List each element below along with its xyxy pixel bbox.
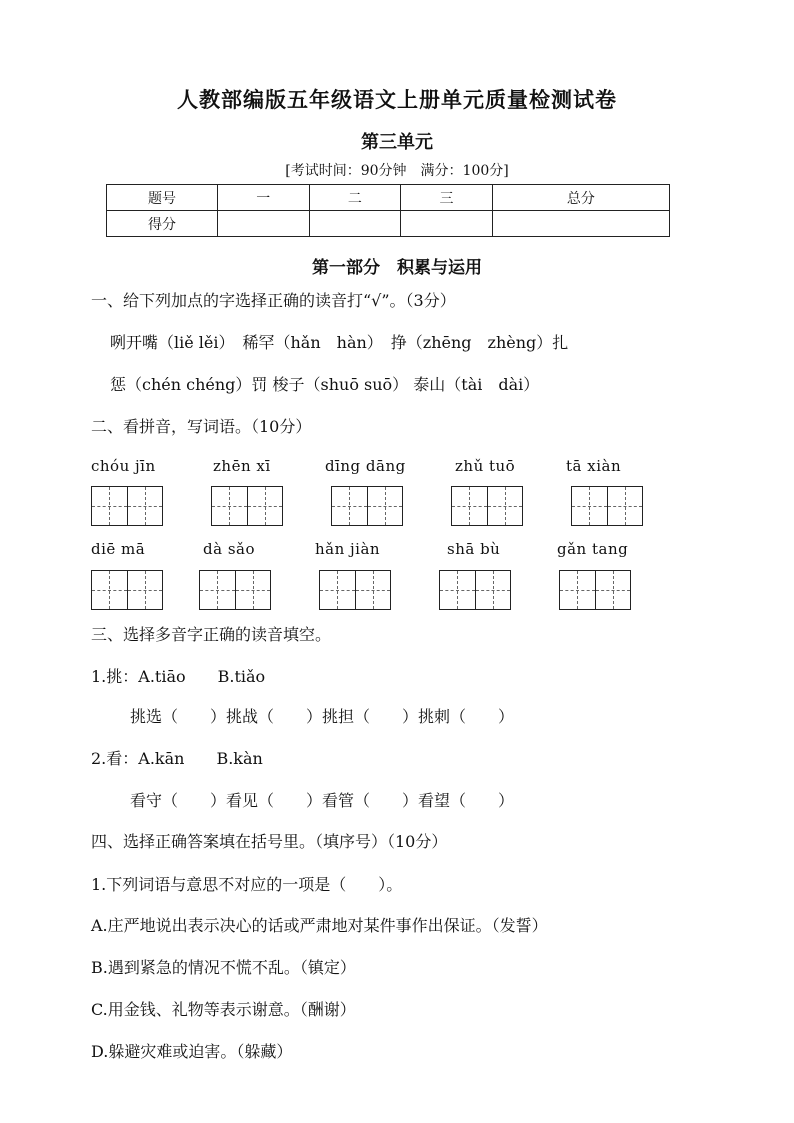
q1-line1: 咧开嘴（liě lěi） 稀罕（hǎn hàn） 挣（zhēng zhèng）扎 (110, 333, 569, 352)
q4-option-b: B.遇到紧急的情况不慌不乱。（镇定） (91, 958, 356, 977)
score-cell[interactable] (401, 211, 493, 237)
writing-grid[interactable] (91, 570, 163, 610)
score-cell[interactable] (309, 211, 401, 237)
q4-option-a: A.庄严地说出表示决心的话或严肃地对某件事作出保证。（发誓） (91, 916, 548, 935)
q3-item2-fill[interactable]: 看守（ ）看见（ ）看管（ ）看望（ ） (130, 791, 515, 810)
score-table (106, 184, 670, 237)
pinyin-label: gǎn tang (557, 540, 629, 558)
q4-option-d: D.躲避灾难或迫害。（躲藏） (91, 1042, 293, 1061)
score-header-cell: 总分 (492, 185, 669, 211)
pinyin-label: dà sǎo (203, 540, 255, 558)
score-cell[interactable] (492, 211, 669, 237)
pinyin-label: dīng dāng (325, 457, 406, 475)
writing-grid[interactable] (559, 570, 631, 610)
pinyin-label: zhǔ tuō (455, 457, 516, 475)
pinyin-label: chóu jīn (91, 457, 156, 475)
pinyin-label: tā xiàn (566, 457, 622, 475)
writing-grid[interactable] (319, 570, 391, 610)
pinyin-label: hǎn jiàn (315, 540, 381, 558)
writing-grid[interactable] (571, 486, 643, 526)
q1-line2: 惩（chén chéng）罚 梭子（shuō suō） 泰山（tài dài） (110, 375, 540, 394)
q2-title: 二、看拼音，写词语。（10分） (91, 417, 312, 436)
q3-item2: 2.看：A.kān B.kàn (91, 749, 263, 768)
writing-grid[interactable] (211, 486, 283, 526)
score-cell[interactable] (218, 211, 310, 237)
q4-option-c: C.用金钱、礼物等表示谢意。（酬谢） (91, 1000, 356, 1019)
q3-title: 三、选择多音字正确的读音填空。 (91, 625, 332, 644)
writing-grid[interactable] (439, 570, 511, 610)
unit-subtitle: 第三单元 (361, 132, 433, 153)
pinyin-label: shā bù (447, 540, 501, 558)
q3-item1-fill[interactable]: 挑选（ ）挑战（ ）挑担（ ）挑刺（ ） (130, 707, 515, 726)
page-title: 人教部编版五年级语文上册单元质量检测试卷 (177, 87, 617, 112)
writing-grid[interactable] (331, 486, 403, 526)
writing-grid[interactable] (451, 486, 523, 526)
score-label-cell: 得分 (107, 211, 218, 237)
score-header-cell: 一 (218, 185, 310, 211)
pinyin-label: diē mā (91, 540, 146, 558)
score-header-cell: 三 (401, 185, 493, 211)
q1-title: 一、给下列加点的字选择正确的读音打“√”。（3分） (91, 291, 456, 310)
pinyin-label: zhēn xī (213, 457, 271, 475)
q3-item1: 1.挑：A.tiāo B.tiǎo (91, 667, 266, 686)
score-header-cell: 二 (309, 185, 401, 211)
exam-info: [考试时间：90分钟 满分：100分] (285, 163, 509, 179)
score-table-score-row (107, 211, 670, 237)
writing-grid[interactable] (199, 570, 271, 610)
score-table-header-row (107, 185, 670, 211)
writing-grid[interactable] (91, 486, 163, 526)
q4-title: 四、选择正确答案填在括号里。（填序号）（10分） (91, 832, 448, 851)
q4-stem[interactable]: 1.下列词语与意思不对应的一项是（ ）。 (91, 875, 403, 894)
score-header-cell: 题号 (107, 185, 218, 211)
part-title: 第一部分 积累与运用 (312, 258, 482, 278)
